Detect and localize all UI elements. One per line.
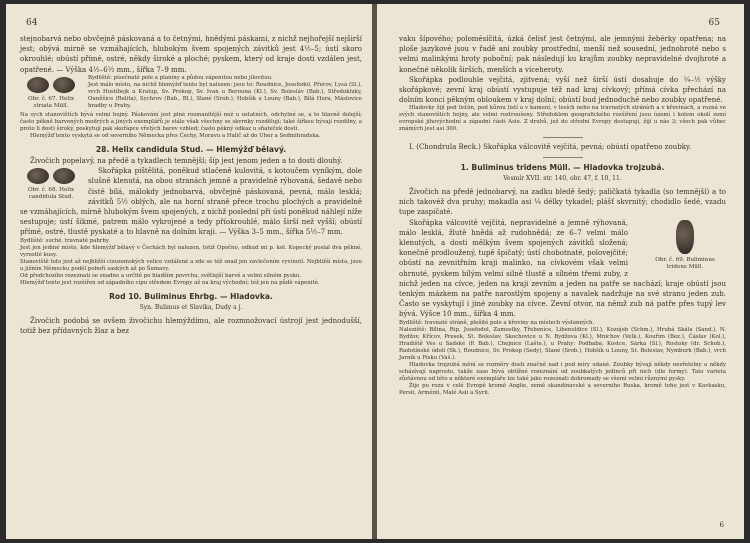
paragraph: Jest jen jediné místo, kde hlemýžď bělavý v Čechách byl nalezen, totiž Opočno, odkud mi p. kol. Kopecký poslal dva pěkné, vyrostlé kusy. [20, 244, 362, 258]
signature-number: 6 [719, 521, 724, 529]
shell-illustration [53, 77, 75, 93]
paragraph: Hlemýžď tento jest rozšířen od západního cípu středem Evropy až na kraj východní; též jen na půdě vápenité. [20, 279, 320, 286]
section-subheading: Vesmír XVII. str. 140, obr. 47, f. 10, 11. [503, 174, 622, 182]
section-subheading: Syn. Bulimus et Slavika, Dudy a j. [139, 303, 243, 311]
paragraph: Hlemýžď tento vyskytá se od severního Německa přes Čechy, Moravu a Halič až do Uher a Sedmihradska. [30, 132, 321, 139]
figure-caption: Obr. č. 68. Helix candidula Stud. [27, 187, 75, 201]
paragraph: Od předchozího rozeznati se snadno a určitě po hladším povrchu, světlejší barvě a velmi silném pysku. [20, 272, 302, 279]
figure-caption: Obr. č. 69. Buliminus tridens Müll. [655, 256, 715, 270]
paragraph: Žije po rozu v celé Evropě kromě Anglie, země skandinavské a severního Ruska, kromě toho jest v Kavkasku, Persii, Arménii, Malé Asii a Syrii. [399, 382, 726, 396]
shell-illustration [53, 168, 75, 184]
section-heading: 28. Helix candidula Stud. — Hlemýžď bělavý. [95, 144, 287, 154]
section-title: I. (Chondrula Beck.) Skořápka válcovitě vejčitá, pevná; obústí opatřeno zoubky. [409, 143, 692, 152]
divider [543, 157, 583, 158]
figure-68 [20, 168, 82, 201]
paragraph: Bydliště: suché, travnaté pahrby. [20, 237, 110, 244]
shell-illustration [676, 220, 694, 254]
paragraph: Naleziště: Bílina, Rip, Josefodol, Zamostky, Třebenice, Libenoldice (Sl.), Kozojeb (Schm.), Hrubá Skála (Sand.), N. Bydžov, Křícov, Presek, St. Boleslav, Skochovice u N. Bydžova (Kl.), Mnichov (Velk.), Kouřim (Bez.), Čáslav (Kol.), Hradiště Ves u Sadské (P. Bab.), Chejnice (Lašte.), u Prahy: Podbaba, Kostce, Sárka (Sl.), Rostoky (dr. Schob.), Radotínské údolí (Sk.), Roudnice, Sv. Prokop (Sedy), Slané (Srob.), Hobšík u Louny, St. Boleslav, Nymburk (Bab.), vrch Jarník u Písku (Vaš.). [399, 326, 726, 361]
paragraph: vaku šípového; polomésíčitá, úzká čelisť jest četnými, ale jemnými žebérky opatřena; na ploše jazykové jsou v řadě ani zoubky prostřední, menší než sousední, jednohroté nebo s velmi malinkými hroty poboční; pak následují ku krajům zoubky nepravidelné dvojhroté a konečné několik širších, menších a víceheroty. [399, 35, 726, 74]
page-number: 65 [708, 18, 720, 28]
shell-illustration [27, 168, 49, 184]
paragraph: Živočich popelavý, na předě a tykadlech temnější; šíp jest jenom jeden a to dosti dlouhý. [30, 157, 343, 166]
paragraph: Hladovka trojzubá mění se rozměry dosti značně nad i pod míry udané. Zoubky bývají někdy nezřetelny a někdy scházívají naprosto, takže zase bývá obtížné rozeznání od zoubkatých jedinců při nich (dle formy). Tato varieta zůstávnou od této a některé exempláře lze také jako rozeznati dohromady se všemi velmi různými pysky. [399, 361, 726, 382]
book-spread [6, 4, 744, 539]
page-number: 64 [26, 18, 38, 28]
paragraph: Na sych stanovištích bývá velmi hojný. Páskování jest plné rozmanitější než u ostatních, odchylné se, a to hlavně dolejší; často pěkně barvených modrých a jiných exemplářů je stále však všechny se skvrnky rozdělují; také šířkou bývají rozdílny, a proto li dosti široký, poskytují pak skořápce vřelých barev vzhled; často pěkný odkaz u sňateček dosti. [20, 111, 362, 132]
paragraph: Bydliště: travnaté stráně, plešité pole a křoviny na místech výslunných. [399, 319, 595, 326]
figure-69 [634, 220, 726, 271]
paragraph: Živočich podobá se ovšem živočichu hlemýždímu, ale rozmnožovací ústrojí jest jednodušší, totiž bez přídavných žlaz a bez [20, 317, 362, 336]
paragraph: Hladovky žijí pod listím, pod kůrou listí a v kamení, v lesích nebo na travnatých stráních a v křovinách, a rozná ve svých stanovištích hojny, ale velmi roztroušeny. Středoklem geografického rozšíření jsou území i kolem okolí zemí evropské jihovýchodní a západní části Asie. Z druhů, jež do střední Evropy dostupují, žijí u nás 3; všech pak vůbec známých jest asi 300. [399, 105, 726, 133]
right-page [377, 4, 744, 539]
section-heading: Rod 10. Buliminus Ehrbg. — Hladovka. [109, 291, 273, 301]
figure-caption: Obr. č. 67. Helix striata Müll. [27, 95, 75, 109]
left-page-content [20, 34, 362, 336]
section-heading: 1. Buliminus tridens Müll. — Hladovka trojzubá. [460, 162, 665, 172]
paragraph: Skořápka podlouhle vejčitá, zjitvená; vyší než širší ústí dosahuje do ¼–½ výšky skořápkové; zevní kraj obústí vystupuje též nad kraj cívkový; přímá cívka přechází na dolním konci pěkným obloukem v kraj dolní; obústí bud jednoduché nebo zoubky opatřené. [399, 75, 726, 105]
left-page [6, 4, 372, 539]
shell-illustration [27, 77, 49, 93]
paragraph: Bydliště: písečnaté pole a planiny a půdou vápenitou nebo jílovitou. [88, 74, 273, 81]
paragraph: Skořápka válcovitě vejčitá, nepravidelné a jemně rýhovaná, málo lesklá, žlutě hnědá až rudohnědá; ze 6–7 velmi málo klenutých, a dosti mělkým švem spojených závitků složená; konečně prodloužený, tupě špičatý; ústí chobotnaté, polovejčité; obústí na zevnitřním kraji malinko, na cívkovém však velmi ohrnuté, pyskem bílým velmi silně tlustě a sílném třemi zuby, z nichž jeden na cívce, jeden na kraji zevním a jeden na patře se nachází; kraje obústí jsou tenkým mázkem na patře narostlým spojeny a navalek nadržuje na své stranu jeden zub. Často se vyskytují i jiné zoubky na cívce. Zevní otvor, na němž zub ná patře přes tupý lev bývá. Výšce 10 mm., šířka 4 mm. [399, 218, 726, 319]
paragraph: stejnobarvá nebo obvčejně páskovaná a to četnými, hnědými páskami, z nichž nejhořejší nejširší jest; obývá mirně se vzmáhajících, hlubokým švem spojených závitků jest 4½–5; ústí skoro okrouhlé; obústí přímé, ostré, někdy široké a ploché; pyskem, který od kraje dosti vzdálen jest, opatřené. — Výška 4½–6½ mm., šířka 7–9 mm. [20, 35, 362, 74]
right-page-content [399, 34, 726, 397]
paragraph: Živočich na předě jednobarvý, na zadku bledě šedý; paličkatá tykadla (so temnější) a to nich takovéž dva pruhy; makadla asi ¼ délky tykadel; plášť skvrnitý; chodidlo šedé, vzadu tupe zaspičaté. [399, 188, 726, 217]
paragraph: Skořápka pištělitá, poněkud stlačeně kulovitá, s kotoučem vyníkým, dole slušně klenutá, na obou stranách jemně a pravidelně rýhovaná, šedavě nebo čistě bílá, málokdy jednobarvá, obvčejně páskovaná, pevná, málo lesklá; závitků 5½ oblých, ale na horní straně přece trochu plochých a pravidelně se vzmáhajících, mírně hlubokým švem spojených, z nichž poslední při ústí poněkud náhlejí níže sestupuje; ústí šikmé, patrem málo vykrojené a tedy příokrouhlé, málo širší než vyšší; obústí přímé, ostré, tlustě pyskaté a to hlavně na dolním kraji. — Výška 3–5 mm., šířka 5½–7 mm. [20, 167, 362, 237]
divider [543, 137, 583, 138]
paragraph: Stanoviště toto jest až nejbližší cizozemských velice vzdálené a zde se též snad jen zavlečením vyvinutí. Nejbližší místa, jsou u jižním Německu podél poboří saských až po Šumavy. [20, 258, 362, 272]
paragraph: Jest málo místo, na nichž hlemýžď tento byl nalezen: jsou to: Roudnice, Josefodol, Přerov, Lysá (Sl.), vrch Hostíbejk u Kralup, Sv. Prokop, Sv. Ivan u Berouna (Kl.), Sv. Bolesláv (Bab.), Středokluky, Ouněšice (Relita), Sychrov (Bab., Bl.), Slané (Srob.), Hobšík u Louny (Bab.), Bílá Hora, Máslovice hradby u Prahy. [88, 81, 362, 109]
figure-67 [20, 77, 82, 110]
